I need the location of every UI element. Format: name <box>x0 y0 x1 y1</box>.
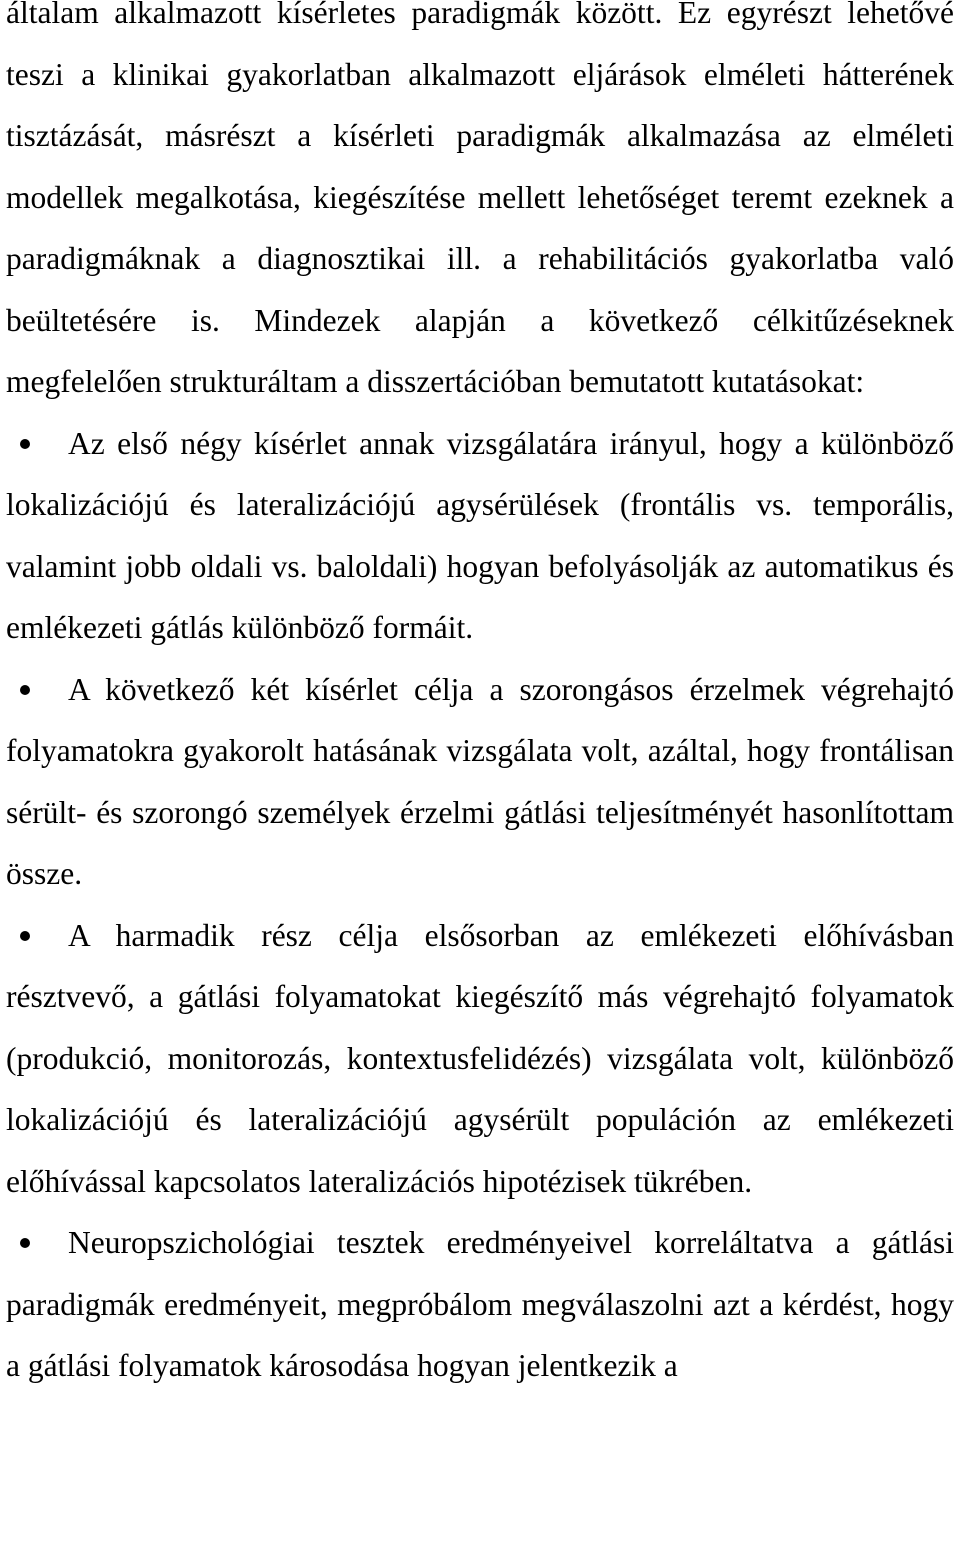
bullet-icon <box>20 439 30 449</box>
bullet-icon <box>20 931 30 941</box>
objectives-list <box>6 413 954 1397</box>
list-item-text: A harmadik rész célja elsősorban az emlékezeti előhívásban résztvevő, a gátlási folyamatokat kiegészítő más végrehajtó folyamatok (produkció, monitorozás, kontextusfelidézés) vizsgálata volt, különböző lokalizációjú és lateralizációjú agysérült populáción az emlékezeti előhívással kapcsolatos lateralizációs hipotézisek tükrében. <box>6 917 954 1199</box>
list-item <box>6 413 954 659</box>
document-page <box>6 0 954 1397</box>
list-item <box>6 1212 954 1397</box>
bullet-icon <box>20 685 30 695</box>
bullet-icon <box>20 1238 30 1248</box>
list-item-text: Az első négy kísérlet annak vizsgálatára irányul, hogy a különböző lokalizációjú és lateralizációjú agysérülések (frontális vs. temporális, valamint jobb oldali vs. baloldali) hogyan befolyásolják az automatikus és emlékezeti gátlás különböző formáit. <box>6 425 954 645</box>
list-item-text: A következő két kísérlet célja a szorongásos érzelmek végrehajtó folyamatokra gyakorolt hatásának vizsgálata volt, azáltal, hogy frontálisan sérült- és szorongó személyek érzelmi gátlási teljesítményét hasonlítottam össze. <box>6 671 954 891</box>
list-item-text: Neuropszichológiai tesztek eredményeivel korreláltatva a gátlási paradigmák eredményeit, megpróbálom megválaszolni azt a kérdést, hogy a gátlási folyamatok károsodása hogyan jelentkezik a <box>6 1225 954 1383</box>
list-item <box>6 905 954 1213</box>
list-item <box>6 659 954 905</box>
intro-paragraph: általam alkalmazott kísérletes paradigmák között. Ez egyrészt lehetővé teszi a klinikai gyakorlatban alkalmazott eljárások elméleti hátterének tisztázását, másrészt a kísérleti paradigmák alkalmazása az elméleti modellek megalkotása, kiegészítése mellett lehetőséget teremt ezeknek a paradigmáknak a diagnosztikai ill. a rehabilitációs gyakorlatba való beültetésére is. Mindezek alapján a következő célkitűzéseknek megfelelően strukturáltam a disszertációban bemutatott kutatásokat: <box>6 0 954 399</box>
